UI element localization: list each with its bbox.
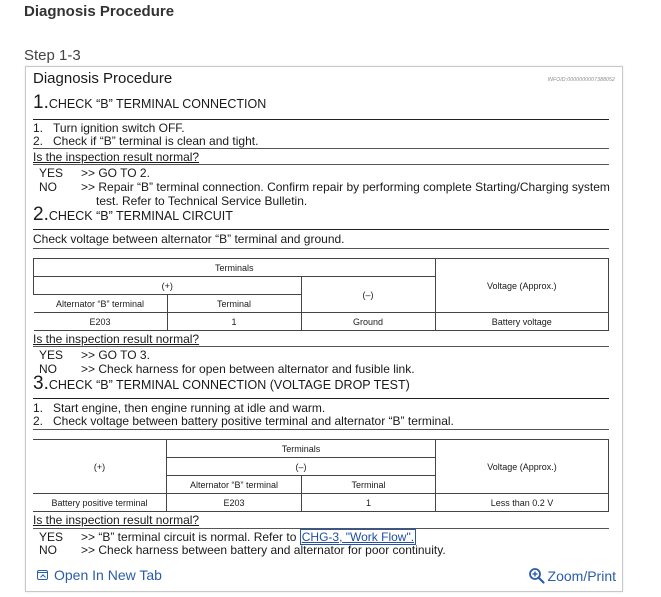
work-flow-link[interactable]: CHG-3, "Work Flow". — [301, 530, 415, 544]
s1-yes-text: >> GO TO 2. — [81, 166, 150, 180]
s1-no-text: >> Repair “B” terminal connection. Confirm repair by performing complete Starting/Charging system — [81, 180, 610, 194]
table-row — [34, 313, 609, 331]
s2-th-voltage: Voltage (Approx.) — [435, 259, 609, 313]
page-title: Diagnosis Procedure — [24, 3, 175, 20]
section-3-rule — [33, 398, 609, 399]
open-tab-icon — [37, 570, 48, 580]
s1-step-1: 1. Turn ignition switch OFF. — [33, 121, 185, 135]
s2-no-text: >> Check harness for open between alternator and fusible link. — [81, 362, 415, 376]
s3-cell-battery: Battery positive terminal — [33, 494, 167, 512]
s3-voltage-table — [33, 439, 609, 512]
s2-cell-connector: E203 — [34, 313, 168, 331]
s2-cell-ground: Ground — [301, 313, 435, 331]
zoom-print-label: Zoom/Print — [547, 568, 616, 584]
s2-voltage-table — [33, 258, 609, 331]
s2-th-terminal: Terminal — [167, 295, 301, 313]
s3-no-text: >> Check harness between battery and alternator for poor continuity. — [81, 543, 446, 557]
s3-th-voltage: Voltage (Approx.) — [436, 440, 609, 494]
s3-th-terminals: Terminals — [167, 440, 436, 458]
s3-th-alternator: Alternator “B” terminal — [167, 476, 302, 494]
s3-th-plus: (+) — [33, 440, 167, 494]
s1-rule-3 — [33, 164, 609, 165]
section-2-title: CHECK “B” TERMINAL CIRCUIT — [48, 209, 233, 223]
s3-cell-terminal: 1 — [302, 494, 436, 512]
section-3-heading — [33, 373, 410, 395]
s2-no-label: NO — [39, 362, 57, 376]
s1-no-label: NO — [39, 180, 57, 194]
open-in-new-tab-button[interactable] — [37, 567, 162, 583]
zoom-in-icon — [528, 567, 546, 585]
s2-th-terminals: Terminals — [34, 259, 436, 277]
s3-cell-connector: E203 — [167, 494, 302, 512]
step-label: Step 1-3 — [24, 47, 81, 64]
s2-question: Is the inspection result normal? — [33, 332, 200, 346]
section-1-heading — [33, 92, 266, 114]
s1-no-text-cont: test. Refer to Technical Service Bulletin. — [96, 194, 308, 208]
s2-cell-terminal: 1 — [167, 313, 301, 331]
s2-th-alternator: Alternator “B” terminal — [34, 295, 168, 313]
s1-rule-2 — [33, 148, 609, 149]
s2-cell-voltage: Battery voltage — [435, 313, 609, 331]
section-3-title: CHECK “B” TERMINAL CONNECTION (VOLTAGE DROP TEST) — [48, 378, 410, 392]
s3-yes-label: YES — [39, 530, 64, 544]
section-1-number: 1. — [33, 92, 49, 113]
open-in-new-tab-label: Open In New Tab — [54, 567, 162, 583]
s3-yes-text: >> “B” terminal circuit is normal. Refer to — [81, 530, 300, 544]
s3-th-terminal: Terminal — [302, 476, 436, 494]
zoom-print-button[interactable] — [528, 567, 616, 585]
action-bar — [26, 561, 622, 591]
table-row — [33, 494, 609, 512]
section-2-heading — [33, 204, 233, 226]
s2-yes-text: >> GO TO 3. — [81, 348, 150, 362]
s1-yes-label: YES — [39, 166, 64, 180]
s3-step-1: 1. Start engine, then engine running at idle and warm. — [33, 401, 326, 415]
s2-intro: Check voltage between alternator “B” terminal and ground. — [33, 232, 345, 246]
s2-yes-label: YES — [39, 348, 64, 362]
section-3-number: 3. — [33, 373, 49, 394]
s3-rule-2 — [33, 429, 609, 430]
s3-th-minus: (–) — [167, 458, 436, 476]
section-2-rule — [33, 229, 609, 230]
section-1-title: CHECK “B” TERMINAL CONNECTION — [48, 97, 267, 111]
s3-step-2: 2. Check voltage between battery positive terminal and alternator “B” terminal. — [33, 414, 454, 428]
s2-th-plus: (+) — [34, 277, 302, 295]
s3-question: Is the inspection result normal? — [33, 513, 200, 527]
section-1-rule — [33, 119, 609, 120]
document-frame — [25, 66, 623, 592]
s2-rule-3 — [33, 346, 609, 347]
s3-yes-line — [81, 530, 416, 544]
doc-title: Diagnosis Procedure — [33, 70, 173, 87]
doc-info-id: INFOID:0000000007388052 — [547, 77, 615, 83]
s1-question: Is the inspection result normal? — [33, 150, 200, 164]
section-2-number: 2. — [33, 204, 49, 225]
s2-th-minus: (–) — [301, 277, 435, 313]
s1-step-2: 2. Check if “B” terminal is clean and tight. — [33, 134, 259, 148]
s3-cell-voltage: Less than 0.2 V — [436, 494, 609, 512]
s2-rule-2 — [33, 248, 609, 249]
s3-no-label: NO — [39, 543, 57, 557]
